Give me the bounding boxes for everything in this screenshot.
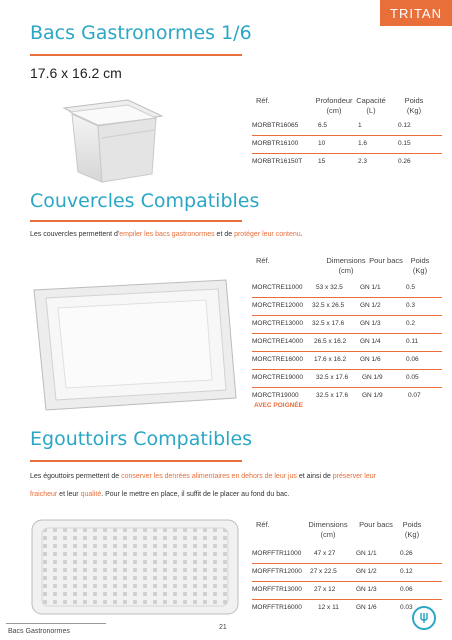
- tritan-tag: TRITAN: [380, 0, 452, 26]
- drainer-image: [30, 518, 240, 616]
- fork-icon: [417, 611, 431, 625]
- table-row: MORBTR16065 6.5 1 0.12: [252, 118, 442, 136]
- section3-table-header: Réf. Dimensions (cm) Pour bacs Poids (Kg): [256, 520, 422, 539]
- size-label: 17.6 x 16.2 cm: [30, 65, 122, 81]
- section1-rule: [30, 54, 242, 56]
- page-number: 21: [219, 624, 227, 631]
- handle-note: AVEC POIGNÉE: [254, 402, 304, 409]
- section2-paragraph: Les couvercles permettent d'empiler les bacs gastronormes et de protéger leur contenu.: [30, 231, 303, 238]
- section3-title: Egouttoirs Compatibles: [30, 428, 253, 450]
- table-row: MORFFTR16000 12 x 11 GN 1/6 0.03: [252, 604, 413, 611]
- section1-title: Bacs Gastronormes 1/6: [30, 22, 252, 44]
- table-row: MORCTRE19000 32.5 x 17.6 GN 1/9 0.05: [252, 370, 442, 388]
- section3-rule: [30, 460, 242, 462]
- section1-table-header: [256, 96, 446, 118]
- table-row: MORBTR16150T 15 2.3 0.26: [252, 158, 411, 165]
- table-row: MORCTRE13000 32.5 x 17.6 GN 1/3 0.2: [252, 316, 442, 334]
- section2-title: Couvercles Compatibles: [30, 190, 260, 212]
- gastronorm-pan-image: [58, 98, 168, 190]
- footer-label: Bacs Gastronormes: [8, 628, 70, 635]
- brand-logo-icon: [412, 606, 436, 630]
- table-row: MORCTRE14000 26.5 x 16.2 GN 1/4 0.11: [252, 334, 442, 352]
- section3-paragraph: Les égouttoirs permettent de conserver les denrées alimentaires en dehors de leur jus et ainsi de préserver leur fraicheur et leur qualité. Pour le mettre en place, il suffit de le placer au fond du bac.: [30, 473, 376, 498]
- table-row: MORCTRE11000 53 x 32.5 GN 1/1 0.5: [252, 280, 442, 298]
- table-row: MORFFTR11000 47 x 27 GN 1/1 0.26: [252, 546, 442, 564]
- table-row: MORFFTR12000 27 x 22.5 GN 1/2 0.12: [252, 564, 442, 582]
- header-profondeur: Profondeur (cm): [315, 96, 353, 115]
- section2-rule: [30, 220, 242, 222]
- header-capacite: Capacité (L): [356, 96, 386, 115]
- header-poids: Poids (Kg): [404, 96, 424, 115]
- footer-rule: [6, 623, 106, 624]
- table-row: MORCTR19000 32.5 x 17.6 GN 1/9 0.07: [252, 392, 421, 399]
- section2-table-header: Réf. Dimensions (cm) Pour bacs Poids (Kg): [256, 256, 430, 275]
- table-row: MORBTR16100 10 1.6 0.15: [252, 136, 442, 154]
- table-row: MORCTRE12000 32.5 x 26.5 GN 1/2 0.3: [252, 298, 442, 316]
- table-row: MORCTRE16000 17.6 x 16.2 GN 1/6 0.06: [252, 352, 442, 370]
- table-row: MORFFTR13000 27 x 12 GN 1/3 0.06: [252, 582, 442, 600]
- lid-image: [30, 278, 238, 412]
- header-ref: Réf.: [256, 96, 270, 105]
